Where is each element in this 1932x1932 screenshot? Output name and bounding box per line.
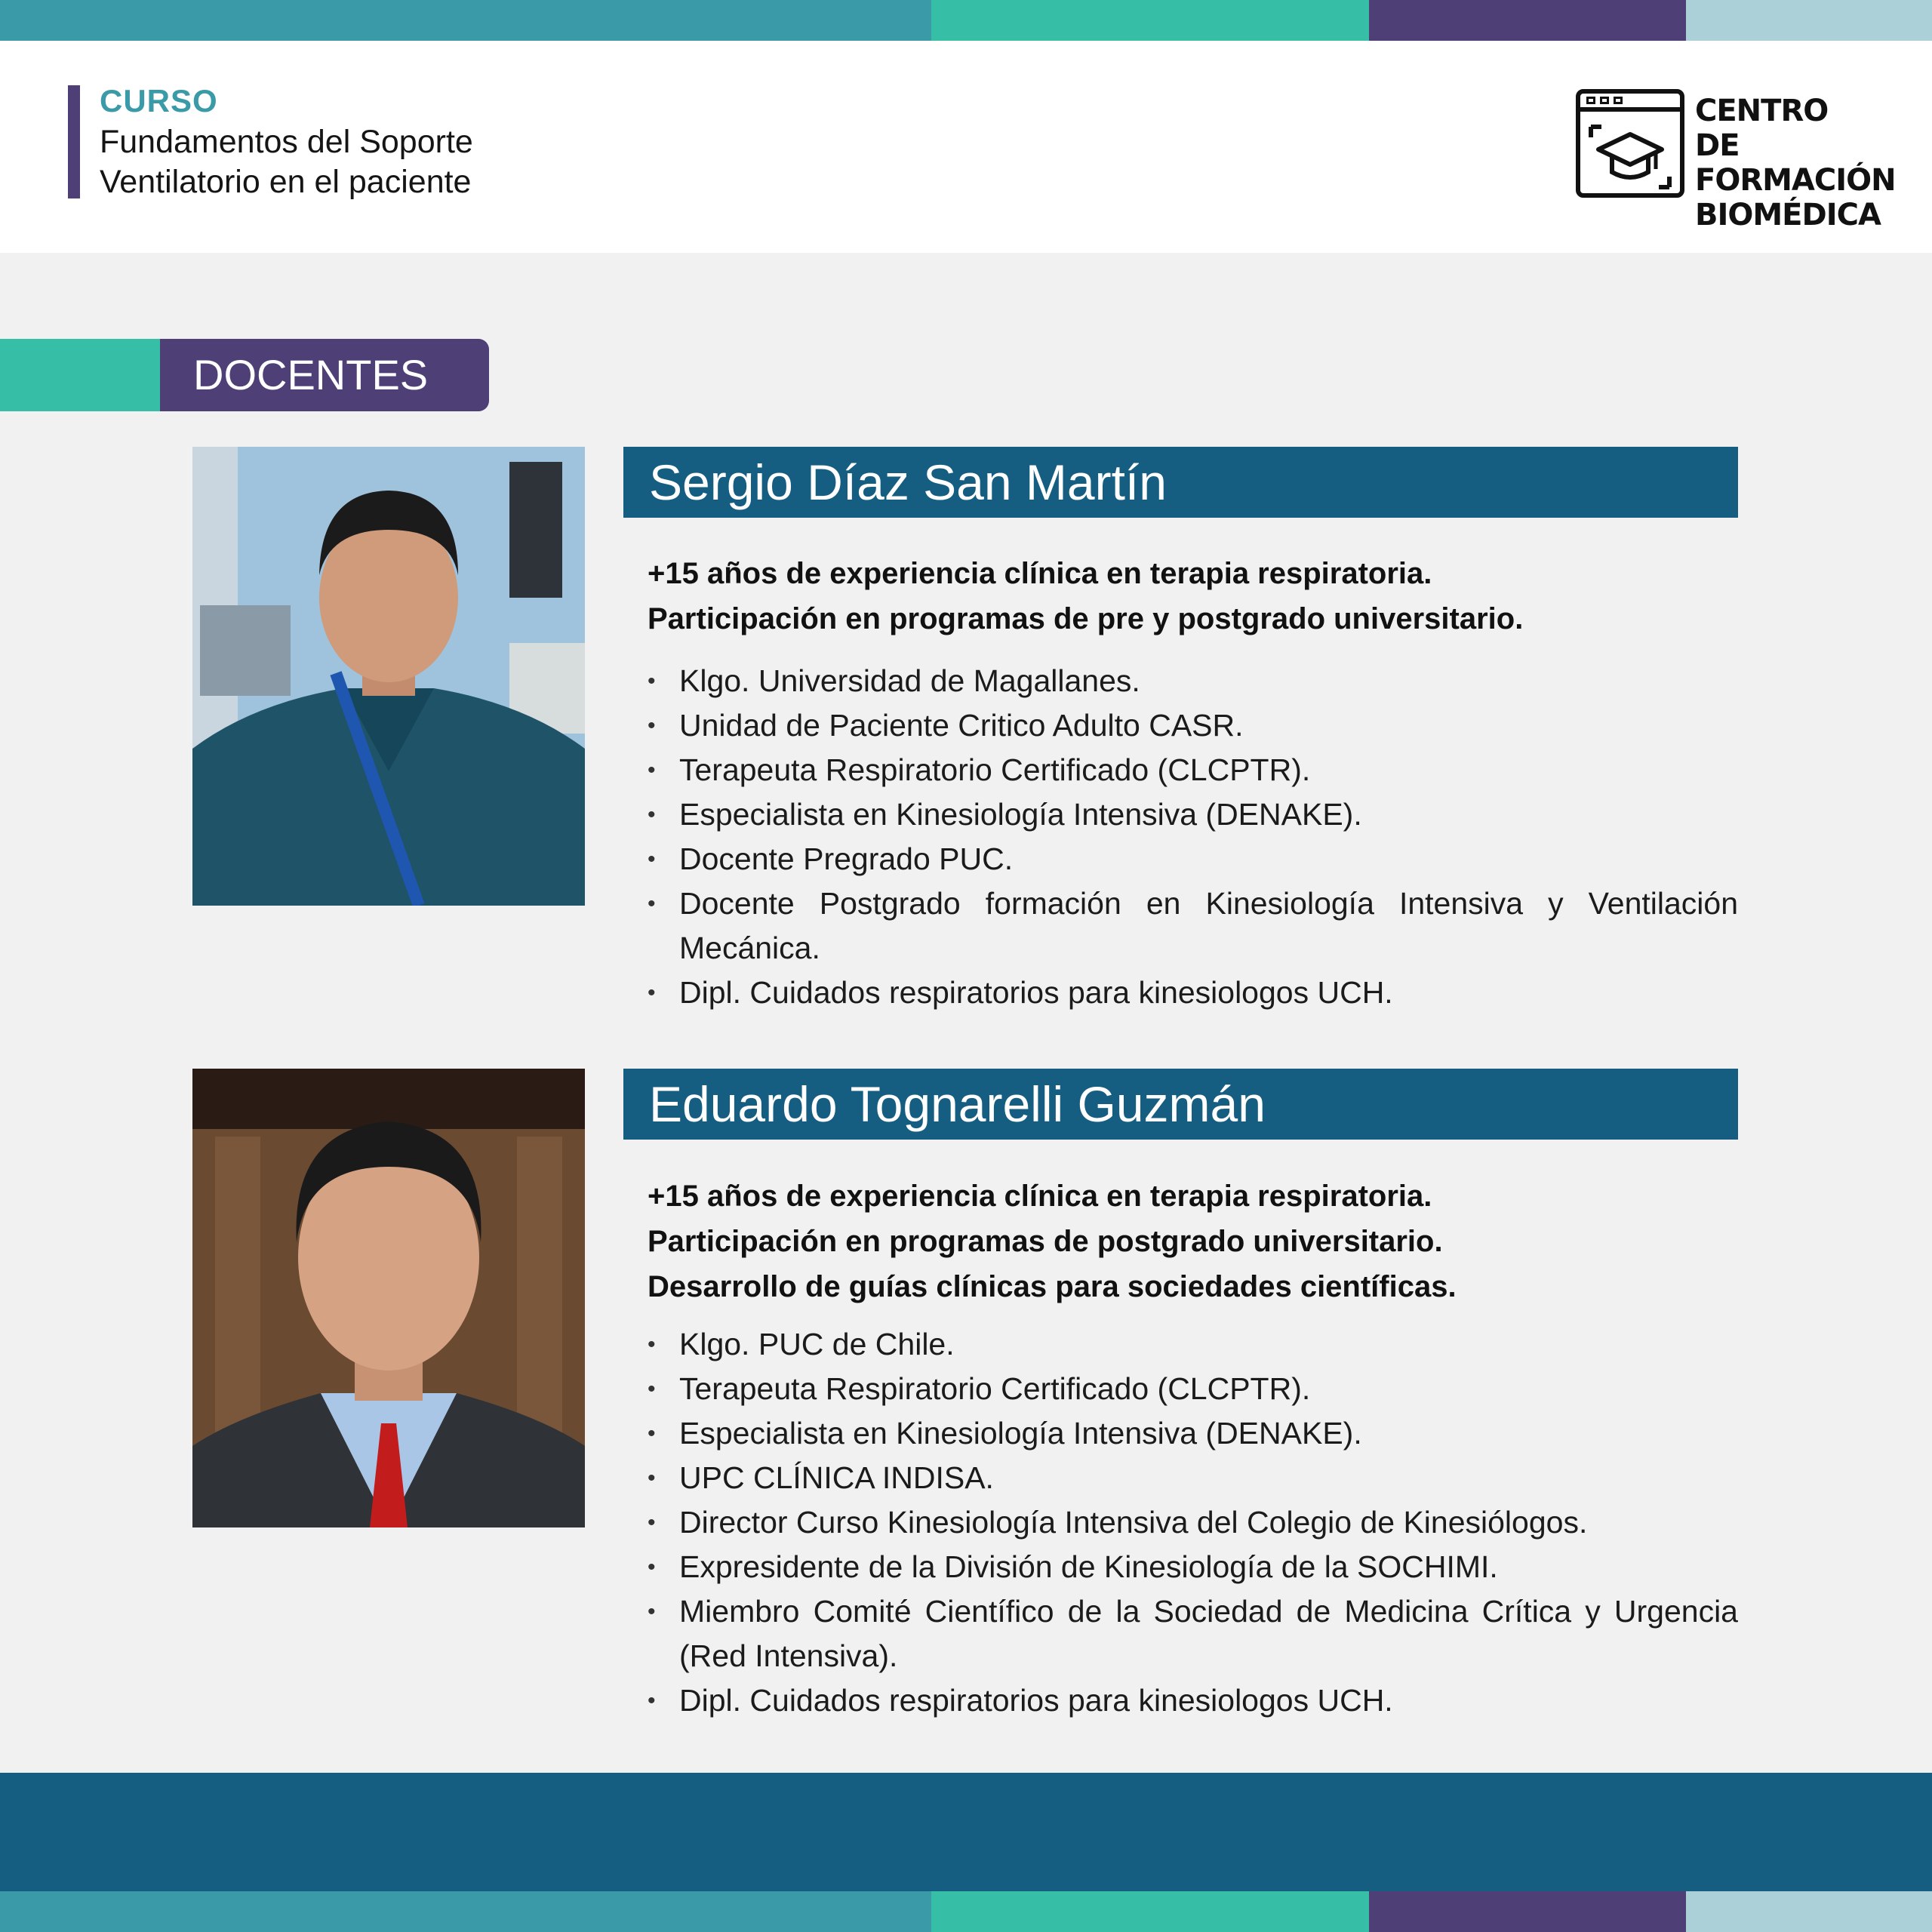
stripe-segment-teal-dark	[0, 1891, 931, 1932]
header	[0, 41, 1932, 253]
stripe-segment-purple	[1369, 1891, 1686, 1932]
credential-item: • Terapeuta Respiratorio Certificado (CLCPTR).	[648, 1367, 1738, 1411]
logo-line1: CENTRO	[1695, 94, 1829, 128]
teacher-summary-1	[648, 551, 1738, 641]
credential-item: • UPC CLÍNICA INDISA.	[648, 1456, 1738, 1500]
course-title	[100, 122, 628, 202]
logo	[1576, 89, 1896, 232]
stripe-segment-pale-blue	[1686, 1891, 1932, 1932]
stripe-segment-teal-light	[931, 0, 1369, 41]
summary-line: Participación en programas de pre y postgrado universitario.	[648, 602, 1524, 635]
footer-band	[0, 1773, 1932, 1891]
stripe-segment-purple	[1369, 0, 1686, 41]
credential-item: • Docente Postgrado formación en Kinesiología Intensiva y Ventilación Mecánica.	[648, 881, 1738, 971]
course-title-line2: Ventilatorio en el paciente	[100, 164, 472, 200]
bottom-color-stripe	[0, 1891, 1932, 1932]
teacher-summary-2	[648, 1174, 1738, 1309]
stripe-segment-teal-dark	[0, 0, 931, 41]
logo-text	[1695, 94, 1896, 232]
graduation-cap-window-icon	[1576, 89, 1684, 198]
stripe-segment-teal-light	[931, 1891, 1369, 1932]
stripe-segment-pale-blue	[1686, 0, 1932, 41]
course-label: CURSO	[100, 83, 218, 118]
summary-line: Participación en programas de postgrado universitario.	[648, 1225, 1443, 1258]
summary-line: Desarrollo de guías clínicas para sociedades científicas.	[648, 1270, 1457, 1303]
course-title-line1: Fundamentos del Soporte	[100, 124, 473, 160]
section-title-accent	[0, 339, 174, 411]
teacher-credentials-1	[648, 659, 1738, 1015]
course-accent-bar	[68, 85, 80, 198]
credential-item: • Miembro Comité Científico de la Sociedad de Medicina Crítica y Urgencia (Red Intensiva).	[648, 1589, 1738, 1678]
teacher-photo-2	[192, 1069, 585, 1527]
credential-item: • Director Curso Kinesiología Intensiva del Colegio de Kinesiólogos.	[648, 1500, 1738, 1545]
credential-item: • Especialista en Kinesiología Intensiva (DENAKE).	[648, 1411, 1738, 1456]
teacher-photo-1	[192, 447, 585, 906]
logo-line3: BIOMÉDICA	[1695, 198, 1881, 232]
credential-item: • Docente Pregrado PUC.	[648, 837, 1738, 881]
summary-line: +15 años de experiencia clínica en terapia respiratoria.	[648, 557, 1432, 590]
logo-line2: DE FORMACIÓN	[1695, 128, 1896, 198]
credential-item: • Dipl. Cuidados respiratorios para kinesiologos UCH.	[648, 1678, 1738, 1723]
credential-item: • Expresidente de la División de Kinesiología de la SOCHIMI.	[648, 1545, 1738, 1589]
credential-item: • Dipl. Cuidados respiratorios para kinesiologos UCH.	[648, 971, 1738, 1015]
credential-item: • Especialista en Kinesiología Intensiva (DENAKE).	[648, 792, 1738, 837]
section-title: DOCENTES	[160, 339, 489, 411]
summary-line: +15 años de experiencia clínica en terapia respiratoria.	[648, 1180, 1432, 1213]
credential-item: • Klgo. PUC de Chile.	[648, 1322, 1738, 1367]
credential-item: • Klgo. Universidad de Magallanes.	[648, 659, 1738, 703]
teacher-name-2: Eduardo Tognarelli Guzmán	[623, 1069, 1738, 1140]
credential-item: • Terapeuta Respiratorio Certificado (CLCPTR).	[648, 748, 1738, 792]
teacher-name-1: Sergio Díaz San Martín	[623, 447, 1738, 518]
teacher-credentials-2	[648, 1322, 1738, 1723]
credential-item: • Unidad de Paciente Critico Adulto CASR.	[648, 703, 1738, 748]
top-color-stripe	[0, 0, 1932, 41]
